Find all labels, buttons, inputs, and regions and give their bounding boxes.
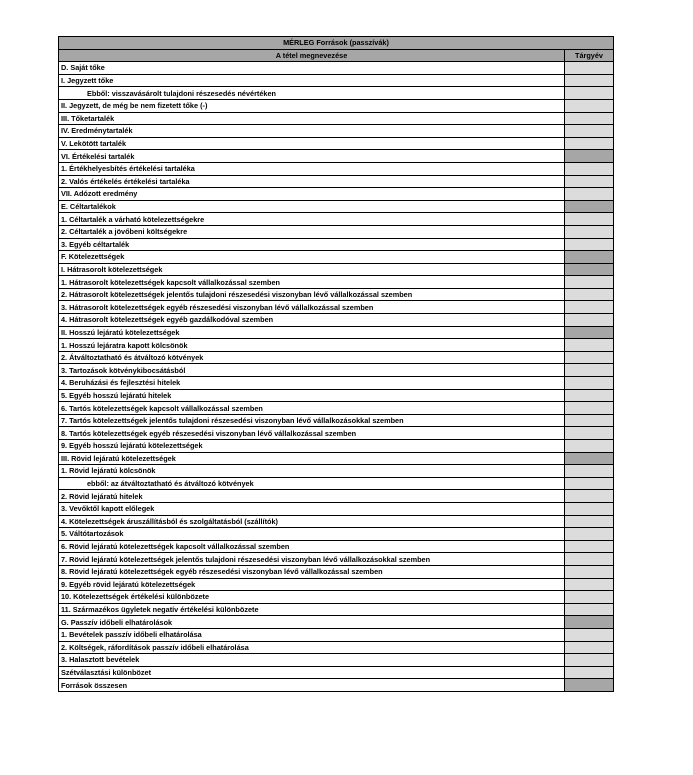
row-value-cell[interactable] (565, 137, 614, 150)
table-row (59, 377, 614, 390)
row-label: 8. Rövid lejáratú kötelezettségek egyéb részesedési viszonyban lévő vállalkozással szemben (59, 565, 565, 578)
table-title: MÉRLEG Források (passzívák) (59, 37, 614, 50)
row-label: 9. Egyéb hosszú lejáratú kötelezettségek (59, 440, 565, 453)
table-row (59, 679, 614, 692)
row-value-cell[interactable] (565, 62, 614, 75)
row-value-cell[interactable] (565, 238, 614, 251)
table-row (59, 74, 614, 87)
table-row (59, 314, 614, 327)
row-label: 1. Értékhelyesbítés értékelési tartaléka (59, 162, 565, 175)
row-value-cell[interactable] (565, 339, 614, 352)
row-value-cell[interactable] (565, 112, 614, 125)
row-label: Szétválasztási különbözet (59, 666, 565, 679)
row-label: VI. Értékelési tartalék (59, 150, 565, 163)
row-value-cell[interactable] (565, 578, 614, 591)
row-value-cell[interactable] (565, 288, 614, 301)
row-label: 6. Tartós kötelezettségek kapcsolt vállalkozással szemben (59, 402, 565, 415)
table-row (59, 301, 614, 314)
row-value-cell[interactable] (565, 377, 614, 390)
year-header: Tárgyév (565, 49, 614, 62)
row-label: 3. Hátrasorolt kötelezettségek egyéb részesedési viszonyban lévő vállalkozással szemben (59, 301, 565, 314)
table-row (59, 641, 614, 654)
row-value-cell[interactable] (565, 440, 614, 453)
row-label: II. Hosszú lejáratú kötelezettségek (59, 326, 565, 339)
table-row (59, 490, 614, 503)
table-row (59, 263, 614, 276)
row-value-cell[interactable] (565, 326, 614, 339)
row-value-cell[interactable] (565, 162, 614, 175)
row-label: 2. Hátrasorolt kötelezettségek jelentős tulajdoni részesedési viszonyban lévő vállalkozással szemben (59, 288, 565, 301)
table-row (59, 515, 614, 528)
table-row (59, 465, 614, 478)
row-value-cell[interactable] (565, 87, 614, 100)
row-value-cell[interactable] (565, 125, 614, 138)
table-row (59, 62, 614, 75)
row-value-cell[interactable] (565, 276, 614, 289)
row-value-cell[interactable] (565, 351, 614, 364)
table-row (59, 666, 614, 679)
row-value-cell[interactable] (565, 666, 614, 679)
row-value-cell[interactable] (565, 528, 614, 541)
row-value-cell[interactable] (565, 99, 614, 112)
row-value-cell[interactable] (565, 679, 614, 692)
table-row (59, 288, 614, 301)
table-row (59, 427, 614, 440)
row-label: 2. Rövid lejáratú hitelek (59, 490, 565, 503)
row-label: 5. Váltótartozások (59, 528, 565, 541)
row-label: 2. Átváltoztatható és átváltozó kötvények (59, 351, 565, 364)
row-label: 2. Valós értékelés értékelési tartaléka (59, 175, 565, 188)
table-row (59, 477, 614, 490)
table-row (59, 326, 614, 339)
row-value-cell[interactable] (565, 402, 614, 415)
row-value-cell[interactable] (565, 200, 614, 213)
table-row (59, 553, 614, 566)
row-label: III. Tőketartalék (59, 112, 565, 125)
row-label: 3. Tartozások kötvénykibocsátásból (59, 364, 565, 377)
row-value-cell[interactable] (565, 452, 614, 465)
row-label: G. Passzív időbeli elhatárolások (59, 616, 565, 629)
row-value-cell[interactable] (565, 251, 614, 264)
row-label: I. Jegyzett tőke (59, 74, 565, 87)
row-value-cell[interactable] (565, 565, 614, 578)
table-row (59, 213, 614, 226)
row-label: ebből: az átváltoztatható és átváltozó kötvények (59, 477, 565, 490)
item-name-header: A tétel megnevezése (59, 49, 565, 62)
row-label: 4. Hátrasorolt kötelezettségek egyéb gazdálkodóval szemben (59, 314, 565, 327)
table-row (59, 162, 614, 175)
row-label: 1. Céltartalék a várható kötelezettségekre (59, 213, 565, 226)
row-value-cell[interactable] (565, 654, 614, 667)
table-row (59, 364, 614, 377)
row-label: F. Kötelezettségek (59, 251, 565, 264)
table-row (59, 150, 614, 163)
table-row (59, 654, 614, 667)
row-label: 3. Vevőktől kapott előlegek (59, 502, 565, 515)
row-value-cell[interactable] (565, 616, 614, 629)
table-row (59, 591, 614, 604)
row-value-cell[interactable] (565, 414, 614, 427)
row-value-cell[interactable] (565, 603, 614, 616)
table-row (59, 112, 614, 125)
balance-sheet-table (58, 36, 614, 692)
row-label: E. Céltartalékok (59, 200, 565, 213)
row-label: I. Hátrasorolt kötelezettségek (59, 263, 565, 276)
row-label: IV. Eredménytartalék (59, 125, 565, 138)
row-value-cell[interactable] (565, 74, 614, 87)
row-value-cell[interactable] (565, 553, 614, 566)
title-row (59, 37, 614, 50)
row-label: 1. Hátrasorolt kötelezettségek kapcsolt vállalkozással szemben (59, 276, 565, 289)
header-row (59, 49, 614, 62)
row-value-cell[interactable] (565, 515, 614, 528)
table-row (59, 200, 614, 213)
row-label: VII. Adózott eredmény (59, 188, 565, 201)
table-row (59, 87, 614, 100)
table-row (59, 502, 614, 515)
table-row (59, 339, 614, 352)
table-row (59, 175, 614, 188)
row-label: 3. Halasztott bevételek (59, 654, 565, 667)
row-value-cell[interactable] (565, 314, 614, 327)
row-label: 1. Bevételek passzív időbeli elhatárolása (59, 628, 565, 641)
row-value-cell[interactable] (565, 389, 614, 402)
row-value-cell[interactable] (565, 301, 614, 314)
table-row (59, 251, 614, 264)
row-value-cell[interactable] (565, 502, 614, 515)
row-value-cell[interactable] (565, 477, 614, 490)
table-row (59, 616, 614, 629)
row-value-cell[interactable] (565, 465, 614, 478)
row-label: V. Lekötött tartalék (59, 137, 565, 150)
row-label: 2. Céltartalék a jövőbeni költségekre (59, 225, 565, 238)
row-value-cell[interactable] (565, 540, 614, 553)
table-row (59, 452, 614, 465)
table-row (59, 402, 614, 415)
row-label: 8. Tartós kötelezettségek egyéb részesedési viszonyban lévő vállalkozással szemben (59, 427, 565, 440)
row-value-cell[interactable] (565, 427, 614, 440)
row-value-cell[interactable] (565, 150, 614, 163)
table-row (59, 565, 614, 578)
row-value-cell[interactable] (565, 490, 614, 503)
row-label: 9. Egyéb rövid lejáratú kötelezettségek (59, 578, 565, 591)
row-label: 2. Költségek, ráfordítások passzív időbeli elhatárolása (59, 641, 565, 654)
row-value-cell[interactable] (565, 213, 614, 226)
row-label: 7. Tartós kötelezettségek jelentős tulajdoni részesedési viszonyban lévő vállalkozásokkal szemben (59, 414, 565, 427)
table-row (59, 540, 614, 553)
table-row (59, 238, 614, 251)
table-row (59, 628, 614, 641)
row-label: 5. Egyéb hosszú lejáratú hitelek (59, 389, 565, 402)
row-label: 6. Rövid lejáratú kötelezettségek kapcsolt vállalkozással szemben (59, 540, 565, 553)
row-label: Ebből: visszavásárolt tulajdoni részesedés névértéken (59, 87, 565, 100)
table-row (59, 276, 614, 289)
row-value-cell[interactable] (565, 175, 614, 188)
row-label: 4. Kötelezettségek áruszállításból és szolgáltatásból (szállítók) (59, 515, 565, 528)
table-row (59, 389, 614, 402)
row-label: D. Saját tőke (59, 62, 565, 75)
row-value-cell[interactable] (565, 641, 614, 654)
row-label: 3. Egyéb céltartalék (59, 238, 565, 251)
row-label: 11. Származékos ügyletek negatív értékelési különbözete (59, 603, 565, 616)
table-row (59, 99, 614, 112)
table-row (59, 225, 614, 238)
table-row (59, 351, 614, 364)
row-label: 1. Rövid lejáratú kölcsönök (59, 465, 565, 478)
row-value-cell[interactable] (565, 364, 614, 377)
table-row (59, 125, 614, 138)
table-row (59, 440, 614, 453)
row-label: II. Jegyzett, de még be nem fizetett tőke (-) (59, 99, 565, 112)
table-row (59, 137, 614, 150)
row-value-cell[interactable] (565, 628, 614, 641)
row-value-cell[interactable] (565, 188, 614, 201)
table-row (59, 188, 614, 201)
row-value-cell[interactable] (565, 263, 614, 276)
table-row (59, 414, 614, 427)
table-row (59, 578, 614, 591)
row-label: 10. Kötelezettségek értékelési különbözete (59, 591, 565, 604)
row-value-cell[interactable] (565, 591, 614, 604)
table-row (59, 603, 614, 616)
row-value-cell[interactable] (565, 225, 614, 238)
row-label: 4. Beruházási és fejlesztési hitelek (59, 377, 565, 390)
row-label: 7. Rövid lejáratú kötelezettségek jelentős tulajdoni részesedési viszonyban lévő vállalkozásokkal szemben (59, 553, 565, 566)
row-label: Források összesen (59, 679, 565, 692)
row-label: III. Rövid lejáratú kötelezettségek (59, 452, 565, 465)
table-row (59, 528, 614, 541)
row-label: 1. Hosszú lejáratra kapott kölcsönök (59, 339, 565, 352)
